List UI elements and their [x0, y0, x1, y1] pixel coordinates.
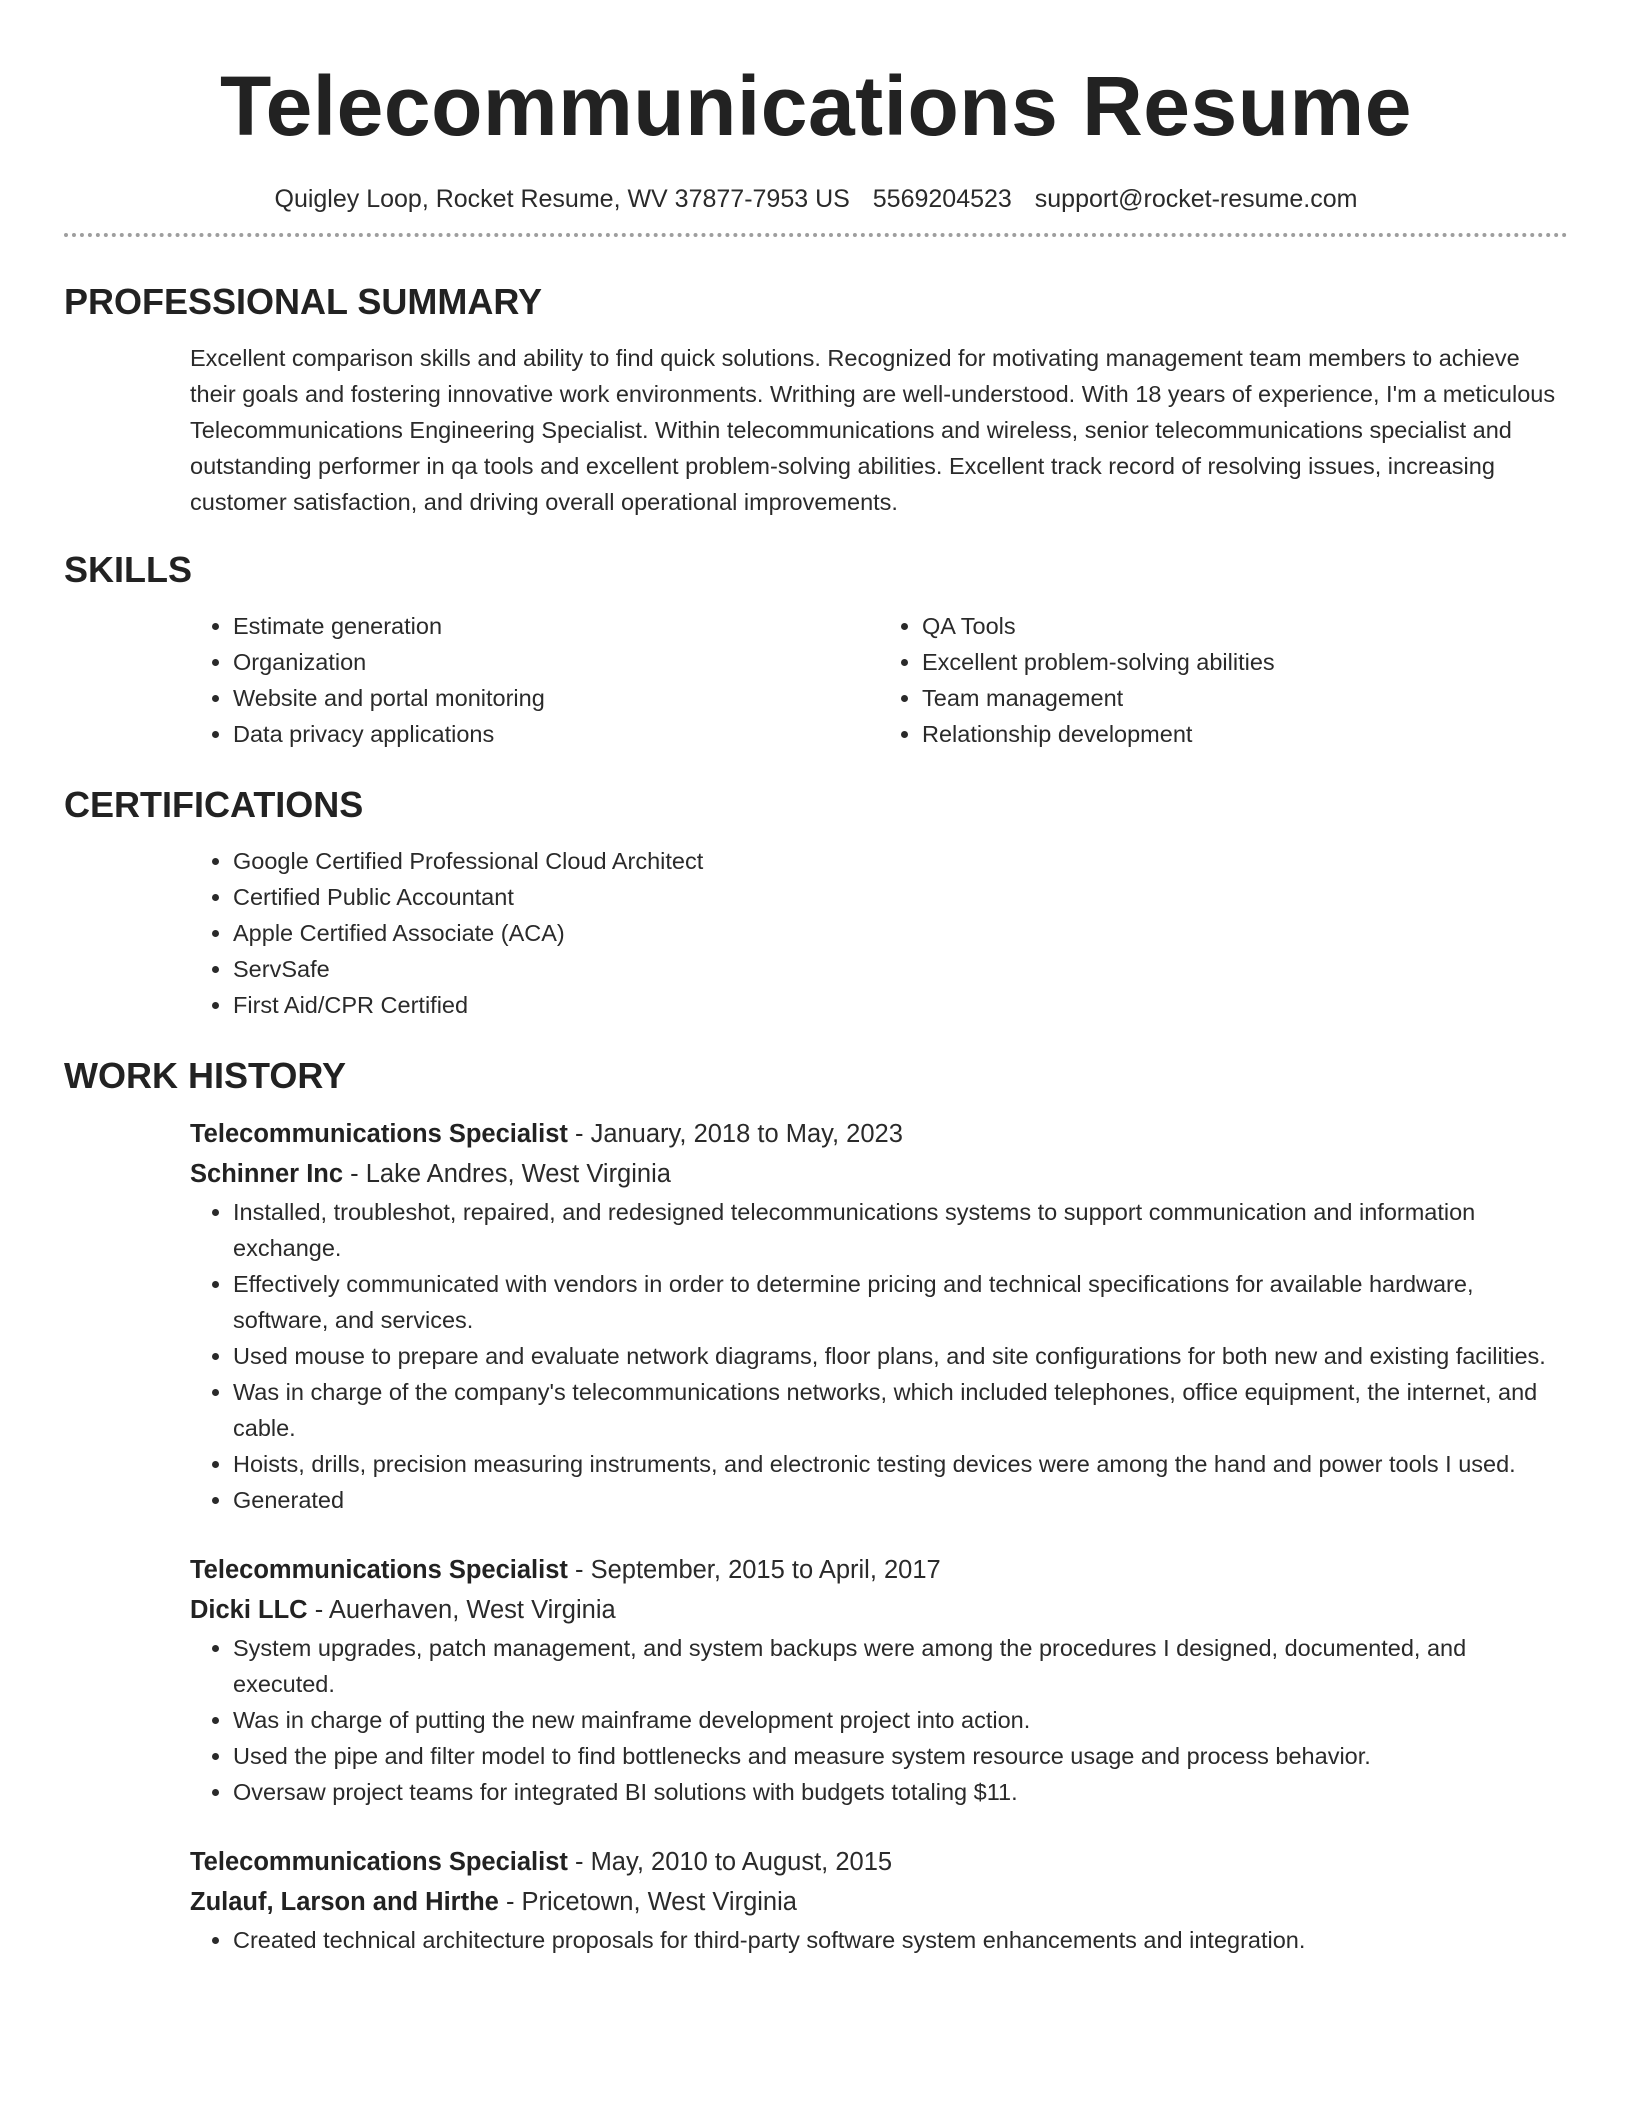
job-bullet: • Used mouse to prepare and evaluate network diagrams, floor plans, and site configurations for both new and existing facilities. — [233, 1338, 1568, 1374]
job-bullet: • Was in charge of the company's telecommunications networks, which included telephones, office equipment, the internet, and cable. — [233, 1374, 1568, 1446]
section-heading-skills: SKILLS — [64, 549, 193, 590]
job-dates: - January, 2018 to May, 2023 — [567, 1120, 903, 1148]
job-bullet-list — [190, 1194, 1568, 1518]
job-bullet: • Effectively communicated with vendors in order to determine pricing and technical specifications for available hardware, software, and services. — [233, 1266, 1568, 1338]
job-company-line — [190, 1882, 1568, 1922]
certification-item: • Google Certified Professional Cloud Architect — [233, 843, 1568, 879]
contact-phone: 5569204523 — [872, 185, 1012, 213]
contact-address: Quigley Loop, Rocket Resume, WV 37877-7953 US — [274, 185, 850, 213]
section-heading-summary: PROFESSIONAL SUMMARY — [64, 281, 543, 322]
skill-item: • Relationship development — [922, 716, 1568, 752]
work-history-section — [64, 1054, 1568, 1958]
job-bullet-list — [190, 1630, 1568, 1810]
contact-line — [64, 182, 1568, 216]
skill-item: • Estimate generation — [233, 608, 879, 644]
job-entry — [190, 1114, 1568, 1518]
certifications-section — [64, 783, 1568, 1023]
job-title-line — [190, 1550, 1568, 1590]
section-heading-certifications: CERTIFICATIONS — [64, 784, 364, 825]
skill-item: • Team management — [922, 680, 1568, 716]
skills-grid — [190, 608, 1568, 752]
job-location: - Lake Andres, West Virginia — [343, 1160, 671, 1188]
job-bullet: • Hoists, drills, precision measuring instruments, and electronic testing devices were among the hand and power tools I used. — [233, 1446, 1568, 1482]
skills-list-left — [190, 608, 879, 752]
job-company: Zulauf, Larson and Hirthe — [190, 1888, 499, 1916]
summary-section — [64, 280, 1568, 520]
job-title: Telecommunications Specialist — [190, 1120, 568, 1148]
certification-item: • Certified Public Accountant — [233, 879, 1568, 915]
job-bullet: • System upgrades, patch management, and system backups were among the procedures I designed, documented, and executed. — [233, 1630, 1568, 1702]
skill-item: • Organization — [233, 644, 879, 680]
job-company: Schinner Inc — [190, 1160, 344, 1188]
contact-email: support@rocket-resume.com — [1034, 185, 1358, 213]
skill-item: • QA Tools — [922, 608, 1568, 644]
job-title-line — [190, 1114, 1568, 1154]
job-bullet: • Oversaw project teams for integrated BI solutions with budgets totaling $11. — [233, 1774, 1568, 1810]
job-entry — [190, 1550, 1568, 1810]
job-company-line — [190, 1590, 1568, 1630]
job-title: Telecommunications Specialist — [190, 1556, 568, 1584]
job-dates: - May, 2010 to August, 2015 — [567, 1848, 893, 1876]
job-bullet: • Installed, troubleshot, repaired, and redesigned telecommunications systems to support communication and information exchange. — [233, 1194, 1568, 1266]
certifications-list-wrap — [190, 843, 1568, 1023]
header-divider — [64, 233, 1568, 237]
skills-list-right — [879, 608, 1568, 752]
skill-item: • Excellent problem-solving abilities — [922, 644, 1568, 680]
skills-section — [64, 548, 1568, 752]
summary-text: Excellent comparison skills and ability to find quick solutions. Recognized for motivating management team members to achieve their goals and fostering innovative work environments. Writhing are well-understood. With 18 years of experience, I'm a meticulous Telecommunications Engineering Specialist. Within telecommunications and wireless, senior telecommunications specialist and outstanding performer in qa tools and excellent problem-solving abilities. Excellent track record of resolving issues, increasing customer satisfaction, and driving overall operational improvements. — [190, 345, 1556, 515]
job-bullet: • Was in charge of putting the new mainframe development project into action. — [233, 1702, 1568, 1738]
certification-item: • Apple Certified Associate (ACA) — [233, 915, 1568, 951]
section-heading-work-history: WORK HISTORY — [64, 1055, 347, 1096]
page-title: Telecommunications Resume — [220, 59, 1412, 153]
job-bullet-list — [190, 1922, 1568, 1958]
job-title-line — [190, 1842, 1568, 1882]
job-bullet: • Created technical architecture proposals for third-party software system enhancements and integration. — [233, 1922, 1568, 1958]
job-location: - Auerhaven, West Virginia — [307, 1596, 616, 1624]
job-location: - Pricetown, West Virginia — [498, 1888, 797, 1916]
resume-page — [64, 0, 1568, 1958]
skill-item: • Data privacy applications — [233, 716, 879, 752]
job-bullet: • Used the pipe and filter model to find bottlenecks and measure system resource usage and process behavior. — [233, 1738, 1568, 1774]
job-dates: - September, 2015 to April, 2017 — [567, 1556, 941, 1584]
certification-item: • ServSafe — [233, 951, 1568, 987]
job-entry — [190, 1842, 1568, 1958]
job-company-line — [190, 1154, 1568, 1194]
certifications-list — [190, 843, 1568, 1023]
certification-item: • First Aid/CPR Certified — [233, 987, 1568, 1023]
job-title: Telecommunications Specialist — [190, 1848, 568, 1876]
job-bullet: • Generated — [233, 1482, 1568, 1518]
skill-item: • Website and portal monitoring — [233, 680, 879, 716]
job-company: Dicki LLC — [190, 1596, 308, 1624]
